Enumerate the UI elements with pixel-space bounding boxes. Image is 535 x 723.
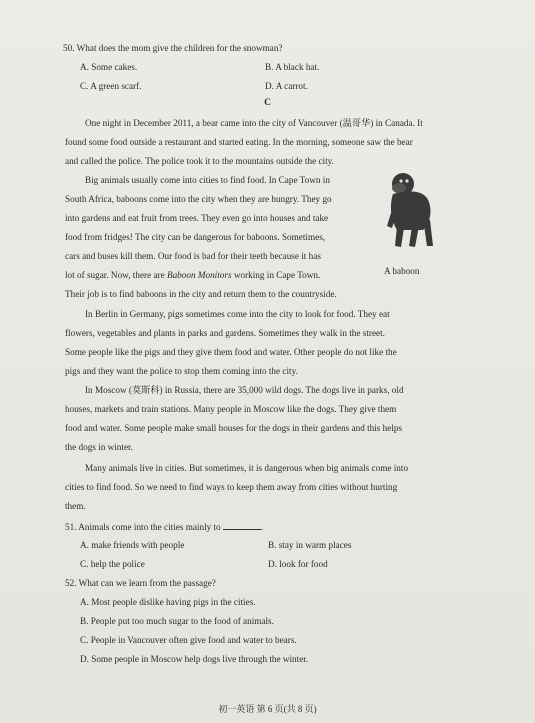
p3-line-4: pigs and they want the police to stop them coming into the city. [65,366,298,376]
question-52-stem: 52. What can we learn from the passage? [65,578,216,588]
q50-option-d: D. A carrot. [265,81,308,91]
q50-option-a: A. Some cakes. [80,62,138,72]
q51-stem-end: . [260,522,264,532]
q50-option-c: C. A green scarf. [80,81,142,91]
q51-option-d: D. look for food [268,559,328,569]
page-footer: 初一英语 第 6 页(共 8 页) [218,704,317,714]
baboon-image [383,170,439,250]
p5-line-1: Many animals live in cities. But sometimes, it is dangerous when big animals come into [85,463,409,473]
p5-line-2: cities to find food. So we need to find ways to keep them away from cities without hurting [65,482,398,492]
p3-line-1: In Berlin in Germany, pigs sometimes come into the city to look for food. They eat [85,309,390,319]
p2-line-7: Their job is to find baboons in the city and return them to the countryside. [65,289,337,299]
question-50-stem: 50. What does the mom give the children for the snowman? [63,43,283,53]
question-51-stem [65,520,263,533]
answer-blank [223,520,264,532]
q52-option-a: A. Most people dislike having pigs in the cities. [80,597,256,607]
p2-line-6-text-a: lot of sugar. Now, there are [65,270,167,280]
q51-option-c: C. help the police [80,559,145,569]
p4-line-4: the dogs in winter. [65,442,133,452]
q52-option-d: D. Some people in Moscow help dogs live through the winter. [80,654,309,664]
p4-line-1: In Moscow (莫斯科) in Russia, there are 35,000 wild dogs. The dogs live in parks, old [85,385,404,395]
q52-option-b: B. People put too much sugar to the food of animals. [80,616,274,626]
p5-line-3: them. [65,501,86,511]
image-caption: A baboon [384,266,420,276]
p2-line-3: into gardens and eat fruit from trees. They even go into houses and take [65,213,329,223]
p4-line-3: food and water. Some people make small houses for the dogs in their gardens and this helps [65,423,403,433]
q52-option-c: C. People in Vancouver often give food and water to bears. [80,635,297,645]
p3-line-3: Some people like the pigs and they give them food and water. Other people do not like the [65,347,397,357]
p1-line-3: and called the police. The police took it to the mountains outside the city. [65,156,334,166]
baboon-monitors-term: Baboon Monitors [166,270,232,280]
p2-line-5: cars and buses kill them. Our food is bad for their teeth because it has [65,251,321,261]
p4-line-2: houses, markets and train stations. Many people in Moscow like the dogs. They give them [65,404,397,414]
p2-line-6-text-c: working in Cape Town. [231,270,321,280]
p2-line-6 [65,269,320,281]
section-heading: C [264,98,271,108]
p1-line-1: One night in December 2011, a bear came into the city of Vancouver (温哥华) in Canada. It [85,118,423,128]
p2-line-2: South Africa, baboons come into the city when they are hungry. They go [65,194,332,204]
p2-line-1: Big animals usually come into cities to find food. In Cape Town in [85,175,330,185]
q51-option-b: B. stay in warm places [268,540,352,550]
q51-stem-text: 51. Animals come into the cities mainly to [65,522,221,532]
q51-option-a: A. make friends with people [80,540,185,550]
p3-line-2: flowers, vegetables and plants in parks and gardens. Sometimes they walk in the street. [65,328,385,338]
q50-option-b: B. A black hat. [265,62,320,72]
p1-line-2: found some food outside a restaurant and started eating. In the morning, someone saw the bear [65,137,413,147]
p2-line-4: food from fridges! The city can be dangerous for baboons. Sometimes, [65,232,326,242]
